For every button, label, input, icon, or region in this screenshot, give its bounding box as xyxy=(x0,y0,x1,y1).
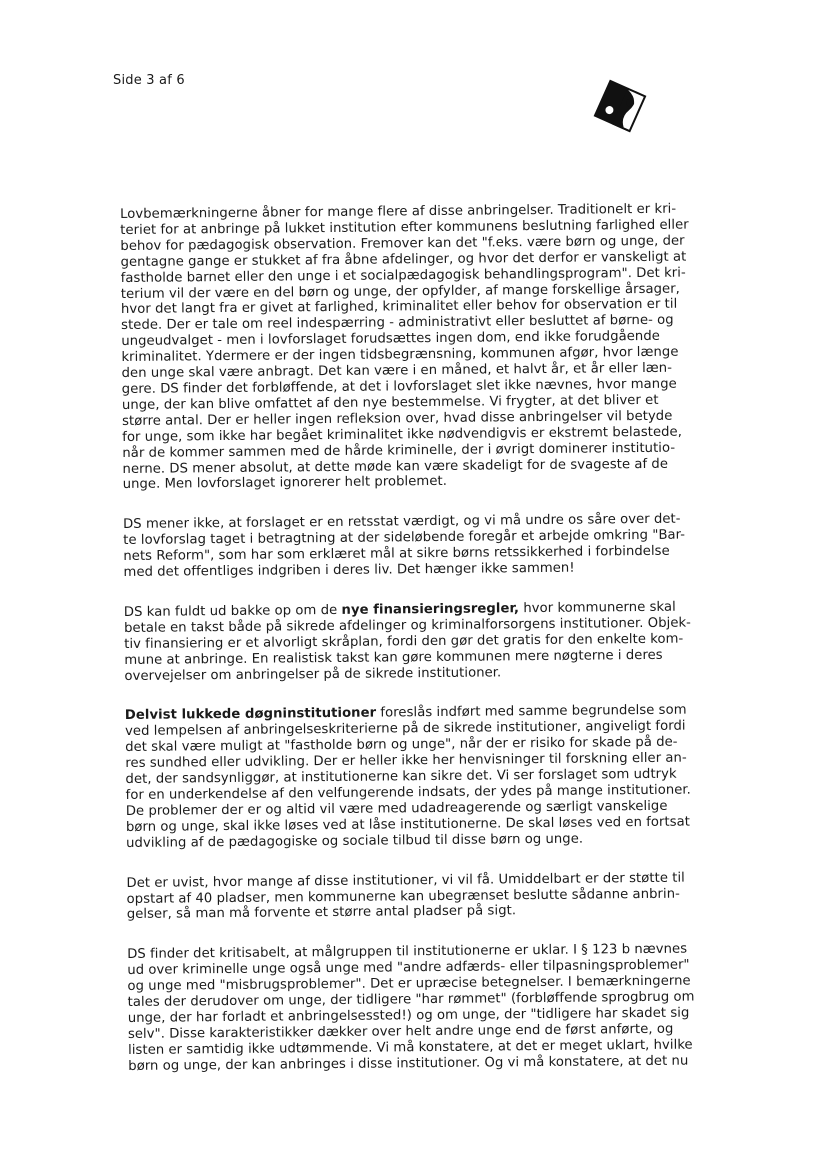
paragraph-financing-rules xyxy=(124,599,715,684)
organization-logo-icon xyxy=(592,78,648,134)
paragraph-financing-intro: DS kan fuldt ud bakke op om de xyxy=(123,602,342,620)
paragraph-partially-closed-body: foreslås indført med samme begrundelse som ved lempelsen af anbringelseskriterierne på de sikrede institutioner, angiveligt fordi det skal være muligt at "fastholde børn og unge", når der er risiko for skade på de- res sundhed eller udvikling. Der er heller ikke her henvisninger til forskning eller an- det, der sandsynliggør, at institutionerne kan sikre det. Vi ser forslaget som udtryk for en underkendelse af den velfungerende indsats, der ydes på mange institutioner. De problemer der er og altid vil være med udadreagerende og særligt vanskelige børn og unge, skal ikke løses ved at låse institutionerne. De skal løses ved en fortsat udvikling af de pædagogiske og sociale tilbud til disse børn og unge. xyxy=(124,703,691,851)
paragraph-placement-criteria: Lovbemærkningerne åbner for mange flere af disse anbringelser. Traditionelt er kri- teriet for at anbringe på lukket institution efter kommunens beslutning farlighed eller behov for pædagogisk observation. Fremover kan det "f.eks. være børn og unge, der gentagne gange er stukket af fra åbne afdelinger, og hvor det derfor er vanskeligt at fastholde barnet eller den unge i et socialpædagogisk behandlingsprogram". Det kri- terium vil der være en del børn og unge, der opfylder, af mange forskellige årsager, hvor det langt fra er givet at farlighed, kriminalitet eller behov for observation er til stede. Der er tale om reel indespærring - administrativt eller besluttet af børne- og ungeudvalget - men i lovforslaget forudsættes ingen dom, end ikke forudgående kriminalitet. Ydermere er der ingen tidsbegrænsning, kommunen afgør, hvor længe den unge skal være anbragt. Det kan være i en måned, et halvt år, et år eller læn- gere. DS finder det forbløffende, at det i lovforslaget slet ikke nævnes, hvor mange unge, der kan blive omfattet af den nye bestemmelse. Vi frygter, at det bliver et større antal. Der er heller ingen refleksion over, hvad disse anbringelser vil betyde for unge, som ikke har begået kriminalitet ikke nødvendigvis er ekstremt belastede, når de kommer sammen med de hårde kriminelle, der i øvrigt dominerer institutio- nerne. DS mener absolut, at dette møde kan være skadeligt for de svageste af de unge. Men lovforslaget ignorerer helt problemet. xyxy=(120,201,689,493)
paragraph-partially-closed-institutions xyxy=(125,703,716,852)
paragraph-number-of-places: Det er uvist, hvor mange af disse institutioner, vi vil få. Umiddelbart er der støtte til opstart af 40 pladser, men kommunerne kan ubegrænset beslutte sådanne anbrin- gelser, så man må forvente et større antal pladser på sigt. xyxy=(126,870,685,923)
financing-rules-heading: nye finansieringsregler, xyxy=(341,601,520,618)
paragraph-financing-body: hvor kommunerne skal betale en takst både på sikrede afdelinger og kriminalforsorgens institutioner. Objek- tiv finansiering er et alvorligt skråplan, fordi den gør det gratis for den enkelte kom- mune at anbringe. En realistisk takst kan gøre kommunen mere nøgterne i deres overvejelser om anbringelser på de sikrede institutioner. xyxy=(123,599,692,684)
paragraph-target-group: DS finder det kritisabelt, at målgruppen til institutionerne er uklar. I § 123 b nævnes ud over kriminelle unge også unge med "andre adfærds- eller tilpasningsproblemer" og unge med "misbrugsproblemer". Det er upræcise betegnelser. I bemærkningerne tales der derudover om unge, der tidligere "har rømmet" (forbløffende sprogbrug om unge, der har forladt et anbringelsessted!) og om unge, der "tidligere har skadet sig selv". Disse karakteristikker dækker over helt andre unge end de først anførte, og listen er samtidig ikke udtømmende. Vi må konstatere, at det er meget uklart, hvilke børn og unge, der kan anbringes i disse institutioner. Og vi må konstatere, at det nu xyxy=(127,941,695,1074)
partially-closed-institutions-heading: Delvist lukkede døgninstitutioner xyxy=(124,706,377,724)
letter-body xyxy=(120,201,719,1098)
paragraph-rule-of-law: DS mener ikke, at forslaget er en retsstat værdigt, og vi må undre os såre over det- te lovforslag taget i betragtning at der sideløbende foregår et arbejde omkring "Bar- nets Reform", som har som erklæret mål at sikre børns retssikkerhed i forbindelse med det offentliges indgriben i deres liv. Det hænger ikke sammen! xyxy=(122,511,686,581)
page-number: Side 3 af 6 xyxy=(113,73,185,88)
